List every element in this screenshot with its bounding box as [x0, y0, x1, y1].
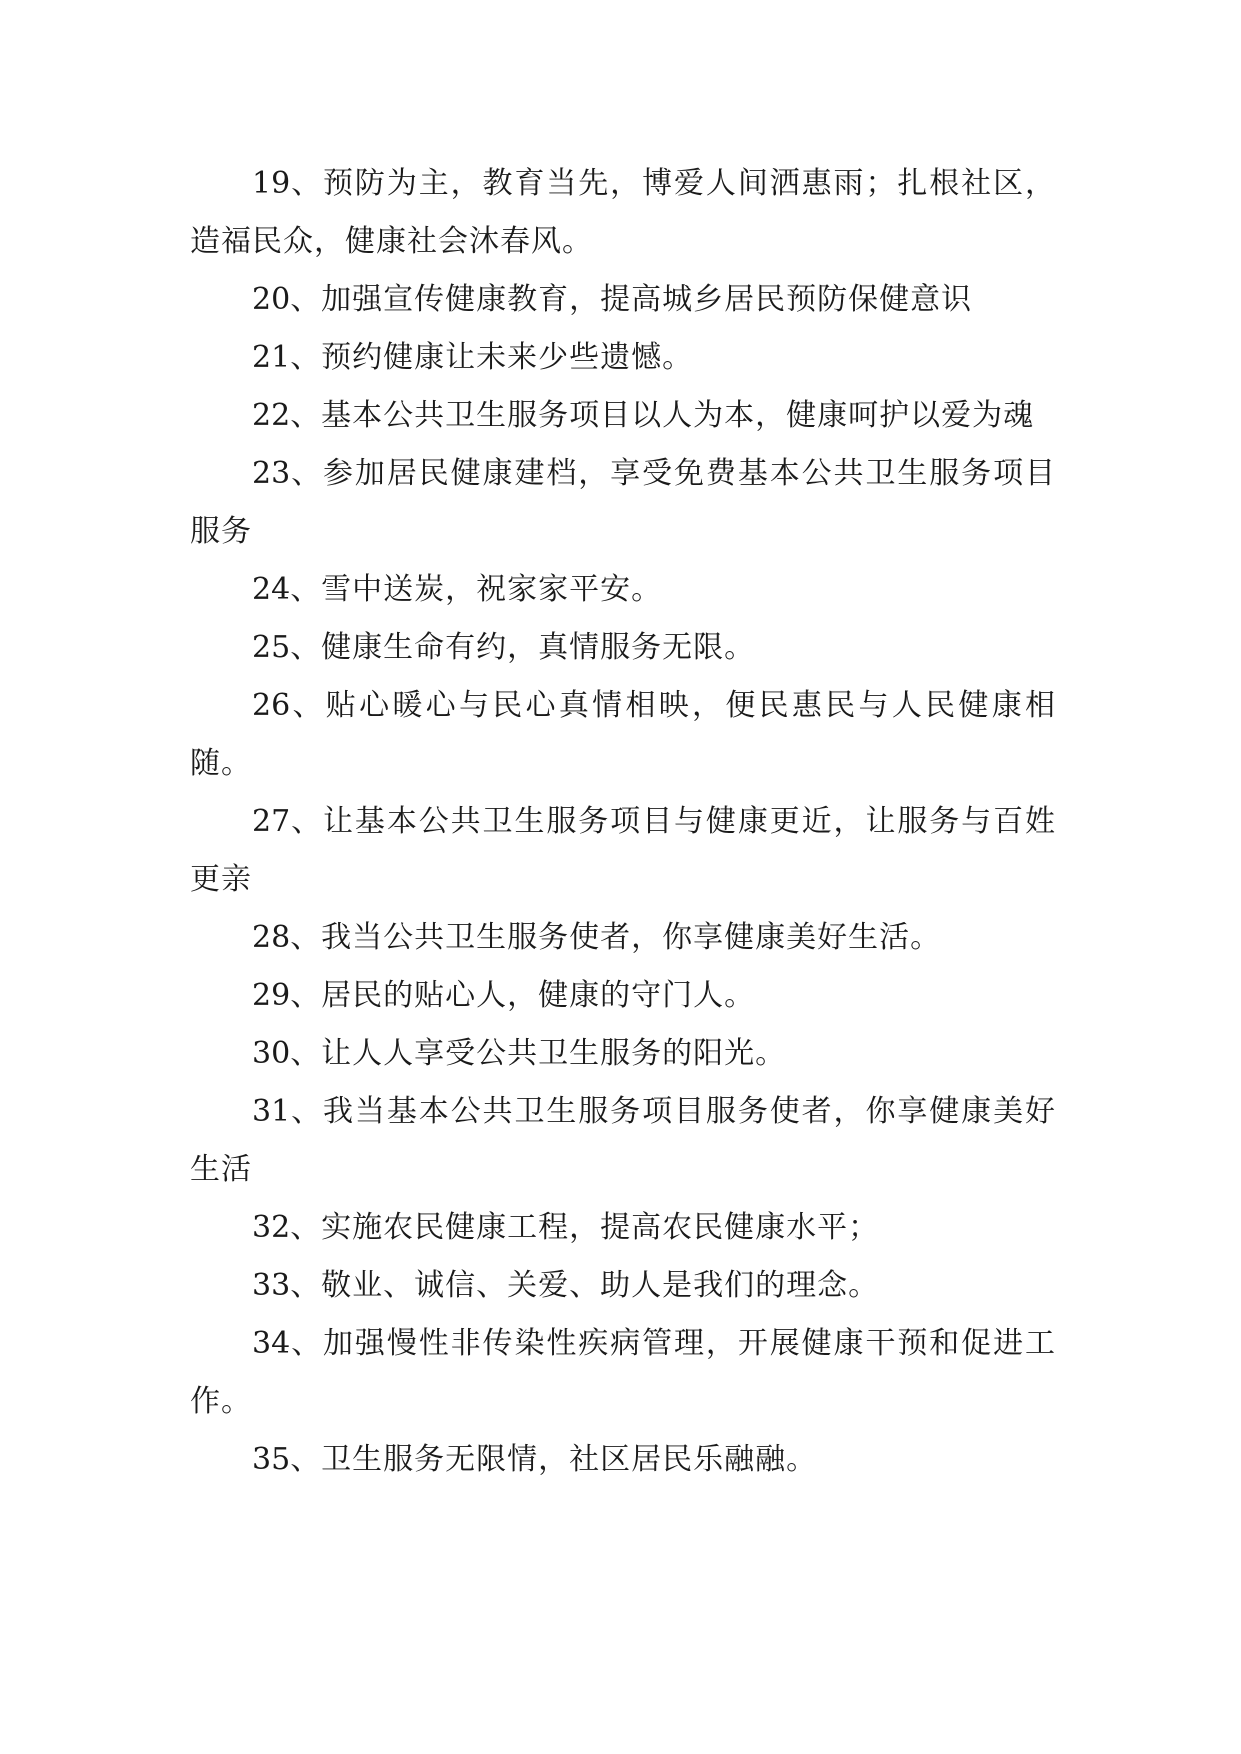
list-item [190, 1431, 1056, 1489]
item-number: 34 [252, 1326, 291, 1361]
list-item [190, 793, 1056, 909]
list-item [190, 271, 1056, 329]
list-item [190, 445, 1056, 561]
item-number: 21 [252, 340, 291, 375]
item-number: 20 [252, 282, 291, 317]
list-item [190, 155, 1056, 271]
item-text: 、预约健康让未来少些遗憾。 [290, 340, 694, 375]
item-number: 25 [252, 630, 291, 665]
item-text: 、实施农民健康工程，提高农民健康水平； [290, 1210, 880, 1245]
list-item [190, 967, 1056, 1025]
list-item [190, 677, 1056, 793]
item-number: 23 [252, 456, 291, 491]
item-number: 32 [252, 1210, 291, 1245]
item-number: 30 [252, 1036, 291, 1071]
item-text: 、预防为主，教育当先，博爱人间洒惠雨；扎根社区，造福民众，健康社会沐春风。 [190, 166, 1056, 259]
list-item [190, 1315, 1056, 1431]
list-item [190, 561, 1056, 619]
item-number: 28 [252, 920, 291, 955]
item-number: 24 [252, 572, 291, 607]
item-text: 、我当公共卫生服务使者，你享健康美好生活。 [290, 920, 942, 955]
item-text: 、贴心暖心与民心真情相映，便民惠民与人民健康相随。 [190, 688, 1056, 781]
item-text: 、参加居民健康建档，享受免费基本公共卫生服务项目服务 [190, 456, 1056, 549]
item-number: 29 [252, 978, 291, 1013]
item-text: 、让基本公共卫生服务项目与健康更近，让服务与百姓更亲 [190, 804, 1056, 897]
list-item [190, 1199, 1056, 1257]
item-number: 27 [252, 804, 291, 839]
item-text: 、卫生服务无限情，社区居民乐融融。 [290, 1442, 818, 1477]
list-item [190, 1083, 1056, 1199]
item-text: 、居民的贴心人，健康的守门人。 [290, 978, 756, 1013]
item-text: 、我当基本公共卫生服务项目服务使者，你享健康美好生活 [190, 1094, 1056, 1187]
item-number: 22 [252, 398, 291, 433]
list-item [190, 619, 1056, 677]
item-text: 、加强宣传健康教育，提高城乡居民预防保健意识 [290, 282, 973, 317]
item-text: 、健康生命有约，真情服务无限。 [290, 630, 756, 665]
list-item [190, 329, 1056, 387]
item-text: 、让人人享受公共卫生服务的阳光。 [290, 1036, 787, 1071]
item-number: 33 [252, 1268, 291, 1303]
item-text: 、基本公共卫生服务项目以人为本，健康呵护以爱为魂 [290, 398, 1035, 433]
item-number: 19 [252, 166, 291, 201]
document-body [190, 155, 1056, 1489]
item-number: 26 [252, 688, 291, 723]
list-item [190, 387, 1056, 445]
item-number: 31 [252, 1094, 291, 1129]
item-text: 、雪中送炭，祝家家平安。 [290, 572, 663, 607]
item-number: 35 [252, 1442, 291, 1477]
item-text: 、敬业、诚信、关爱、助人是我们的理念。 [290, 1268, 880, 1303]
item-text: 、加强慢性非传染性疾病管理，开展健康干预和促进工作。 [190, 1326, 1056, 1419]
list-item [190, 1257, 1056, 1315]
list-item [190, 1025, 1056, 1083]
list-item [190, 909, 1056, 967]
